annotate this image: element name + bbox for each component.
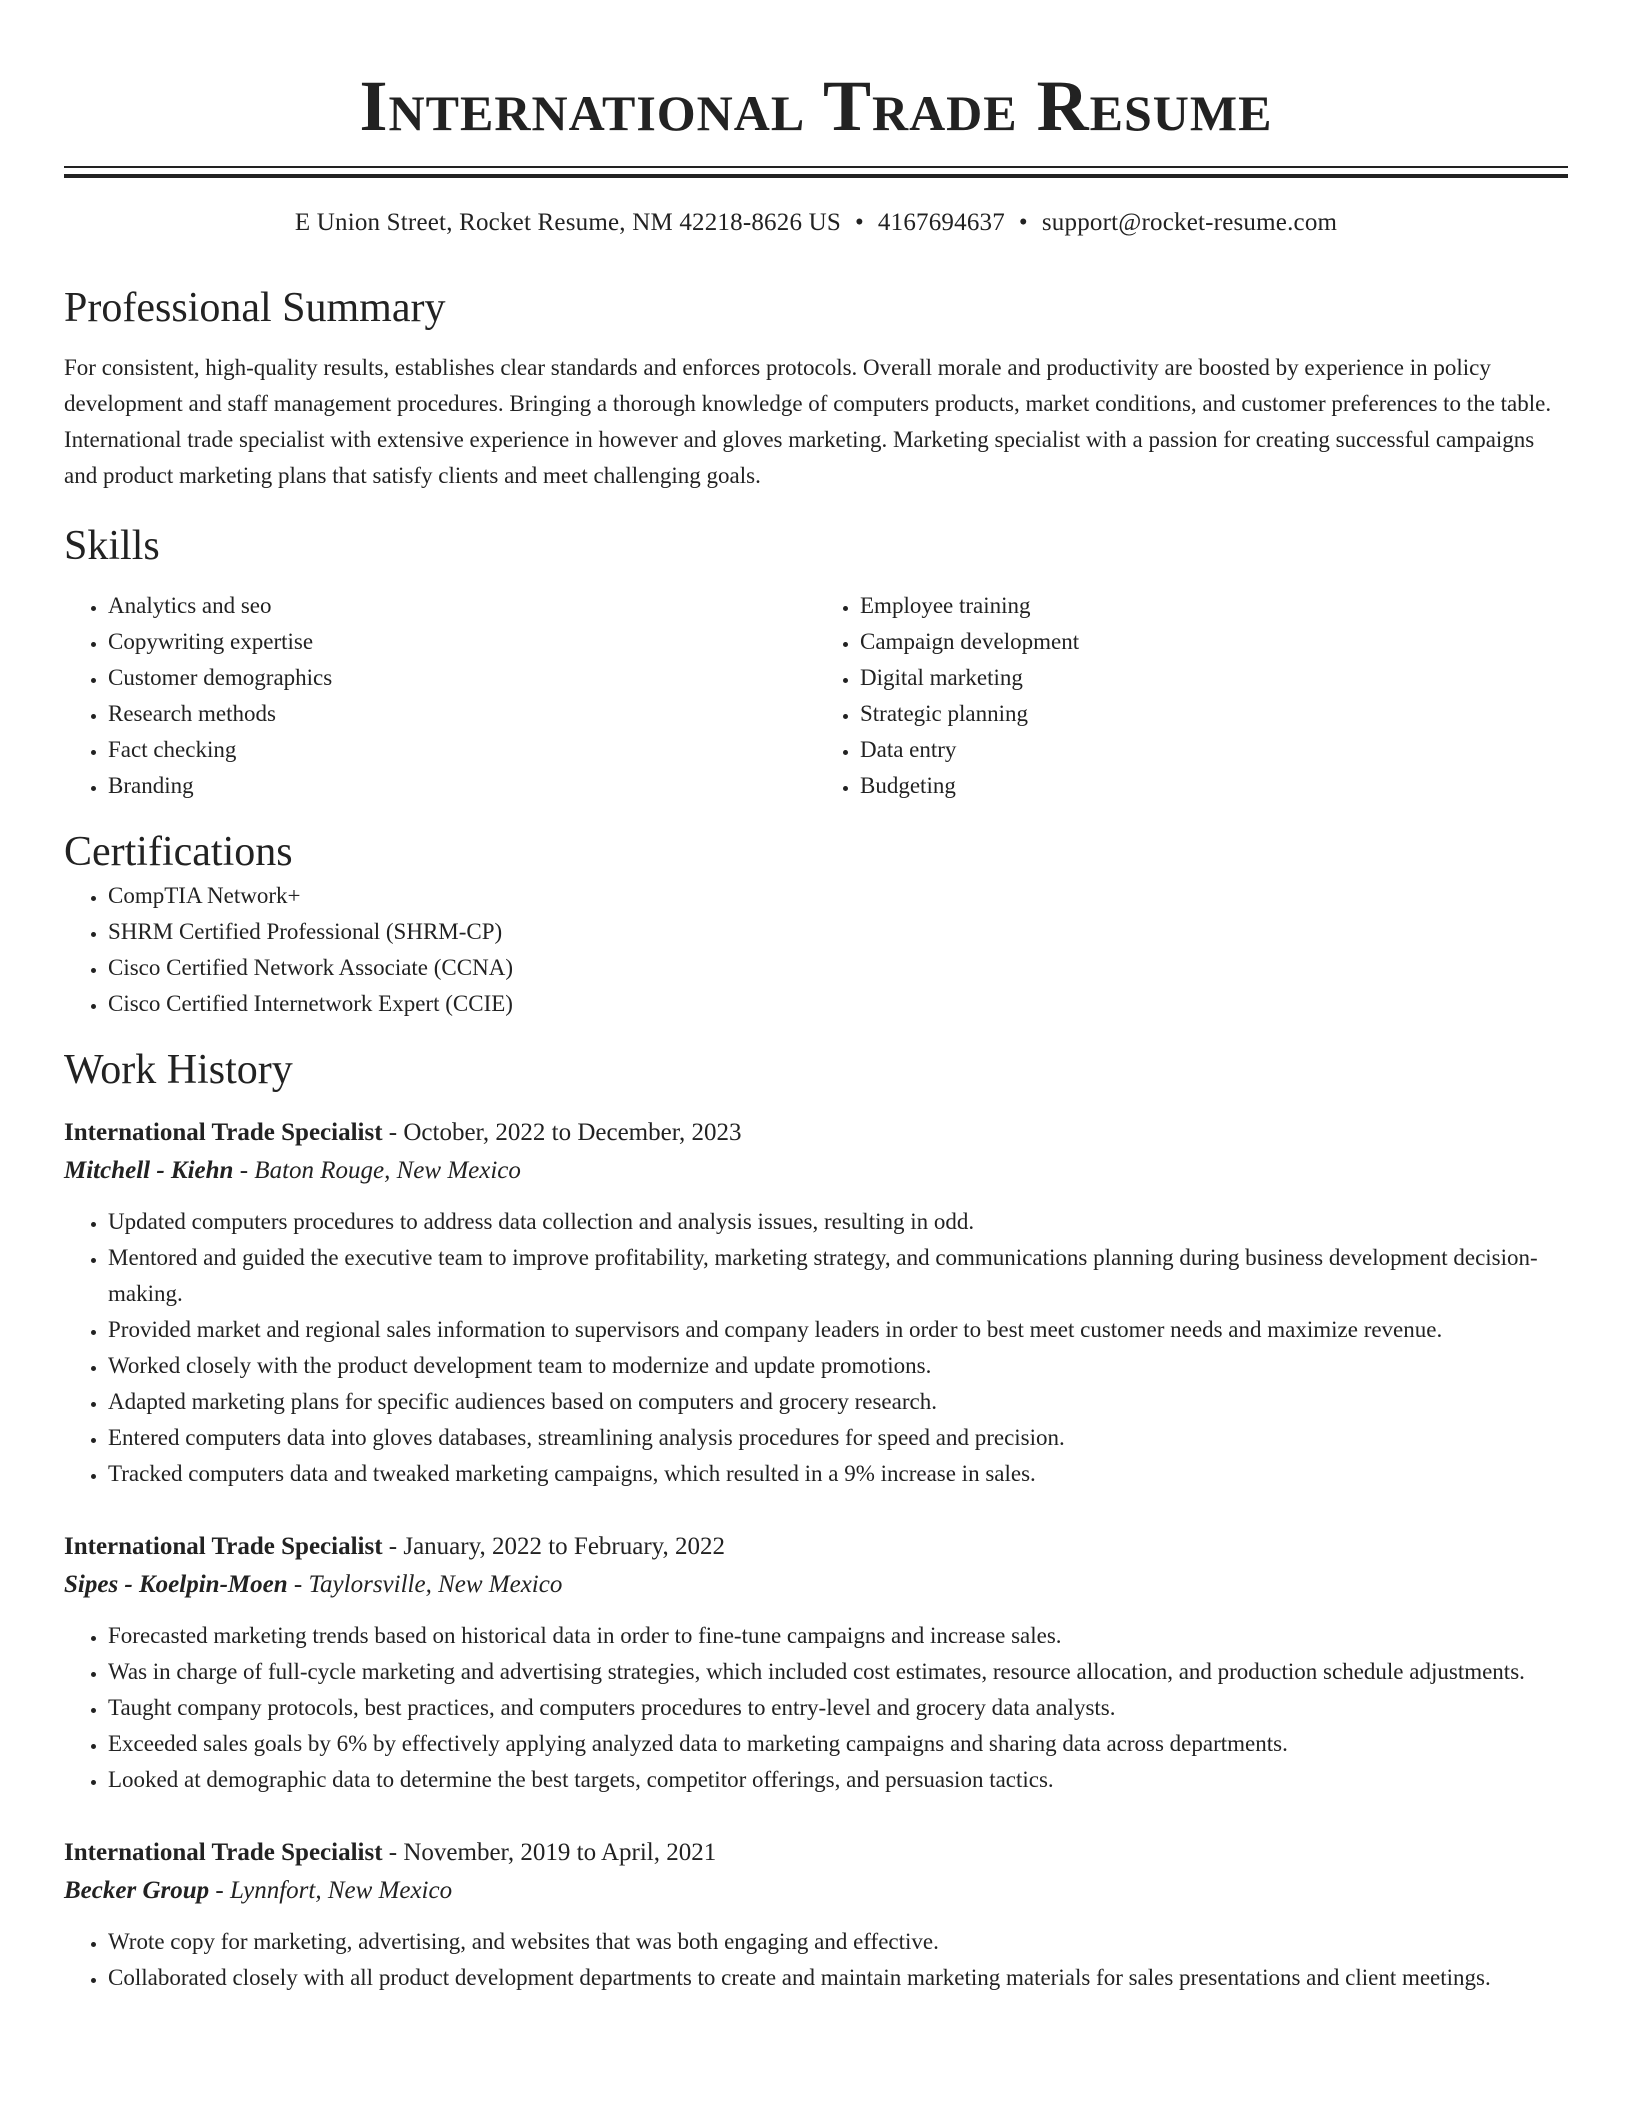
job-location: - Baton Rouge, New Mexico xyxy=(233,1157,521,1184)
contact-separator: • xyxy=(1018,209,1028,236)
skill-item: • Research methods xyxy=(108,696,816,732)
job-employer xyxy=(64,1872,1568,1910)
job-role: International Trade Specialist xyxy=(64,1119,383,1146)
job-role: International Trade Specialist xyxy=(64,1839,383,1866)
job-entry xyxy=(64,1834,1568,1996)
title-divider-thin xyxy=(64,166,1568,168)
contact-line xyxy=(64,206,1568,240)
job-role: International Trade Specialist xyxy=(64,1533,383,1560)
contact-email: support@rocket-resume.com xyxy=(1041,209,1338,236)
job-bullet: • Tracked computers data and tweaked marketing campaigns, which resulted in a 9% increase in sales. xyxy=(108,1456,1568,1492)
certifications-list xyxy=(64,878,1568,1022)
job-bullets xyxy=(64,1924,1568,1996)
job-bullet: • Worked closely with the product development team to modernize and update promotions. xyxy=(108,1348,1568,1384)
skills-list-left xyxy=(64,588,816,804)
job-bullet: • Forecasted marketing trends based on historical data in order to fine-tune campaigns and increase sales. xyxy=(108,1618,1568,1654)
certification-item: • CompTIA Network+ xyxy=(108,878,1568,914)
skill-item: • Strategic planning xyxy=(860,696,1568,732)
certification-item: • SHRM Certified Professional (SHRM-CP) xyxy=(108,914,1568,950)
title-divider-thick xyxy=(64,174,1568,178)
job-location: - Lynnfort, New Mexico xyxy=(209,1877,453,1904)
skill-item: • Customer demographics xyxy=(108,660,816,696)
summary-heading: Professional Summary xyxy=(64,285,446,331)
skill-item: • Budgeting xyxy=(860,768,1568,804)
job-employer xyxy=(64,1566,1568,1604)
job-bullets xyxy=(64,1204,1568,1492)
certification-item: • Cisco Certified Network Associate (CCNA) xyxy=(108,950,1568,986)
page-title: International Trade Resume xyxy=(359,66,1273,146)
skill-item: • Data entry xyxy=(860,732,1568,768)
skill-item: • Analytics and seo xyxy=(108,588,816,624)
job-company: Becker Group xyxy=(64,1877,210,1904)
skills-list-right xyxy=(816,588,1568,804)
job-dates: - January, 2022 to February, 2022 xyxy=(382,1533,726,1560)
job-bullet: • Entered computers data into gloves databases, streamlining analysis procedures for speed and precision. xyxy=(108,1420,1568,1456)
job-dates: - October, 2022 to December, 2023 xyxy=(382,1119,742,1146)
job-dates: - November, 2019 to April, 2021 xyxy=(382,1839,717,1866)
job-bullets xyxy=(64,1618,1568,1798)
job-header xyxy=(64,1528,1568,1566)
contact-separator: • xyxy=(854,209,864,236)
job-bullet: • Taught company protocols, best practices, and computers procedures to entry-level and grocery data analysts. xyxy=(108,1690,1568,1726)
skill-item: • Digital marketing xyxy=(860,660,1568,696)
skill-item: • Campaign development xyxy=(860,624,1568,660)
skill-item: • Copywriting expertise xyxy=(108,624,816,660)
work-history-heading: Work History xyxy=(64,1047,293,1093)
skill-item: • Fact checking xyxy=(108,732,816,768)
certification-item: • Cisco Certified Internetwork Expert (CCIE) xyxy=(108,986,1568,1022)
skills-heading: Skills xyxy=(64,523,160,569)
certifications-heading: Certifications xyxy=(64,829,293,875)
job-employer xyxy=(64,1152,1568,1190)
job-bullet: • Updated computers procedures to address data collection and analysis issues, resulting in odd. xyxy=(108,1204,1568,1240)
job-location: - Taylorsville, New Mexico xyxy=(287,1571,563,1598)
contact-phone: 4167694637 xyxy=(877,209,1005,236)
skill-item: • Employee training xyxy=(860,588,1568,624)
resume-page xyxy=(64,0,1568,1996)
job-entry xyxy=(64,1528,1568,1798)
job-bullet: • Was in charge of full-cycle marketing and advertising strategies, which included cost estimates, resource allocation, and production schedule adjustments. xyxy=(108,1654,1568,1690)
job-bullet: • Mentored and guided the executive team to improve profitability, marketing strategy, and communications planning during business development decision-making. xyxy=(108,1240,1568,1312)
job-header xyxy=(64,1114,1568,1152)
job-company: Sipes - Koelpin-Moen xyxy=(64,1571,288,1598)
skills-columns xyxy=(64,588,1568,804)
job-bullet: • Looked at demographic data to determine the best targets, competitor offerings, and persuasion tactics. xyxy=(108,1762,1568,1798)
job-header xyxy=(64,1834,1568,1872)
job-bullet: • Adapted marketing plans for specific audiences based on computers and grocery research. xyxy=(108,1384,1568,1420)
job-company: Mitchell - Kiehn xyxy=(64,1157,234,1184)
skill-item: • Branding xyxy=(108,768,816,804)
contact-address: E Union Street, Rocket Resume, NM 42218-8626 US xyxy=(294,209,841,236)
job-bullet: • Exceeded sales goals by 6% by effectively applying analyzed data to marketing campaigns and sharing data across departments. xyxy=(108,1726,1568,1762)
job-entry xyxy=(64,1114,1568,1492)
job-bullet: • Collaborated closely with all product development departments to create and maintain marketing materials for sales presentations and client meetings. xyxy=(108,1960,1568,1996)
job-bullet: • Provided market and regional sales information to supervisors and company leaders in order to best meet customer needs and maximize revenue. xyxy=(108,1312,1568,1348)
summary-text: For consistent, high-quality results, establishes clear standards and enforces protocols. Overall morale and productivity are boosted by experience in policy development and staff management procedures. Bringing a thorough knowledge of computers products, market conditions, and customer preferences to the table. International trade specialist with extensive experience in however and gloves marketing. Marketing specialist with a passion for creating successful campaigns and product marketing plans that satisfy clients and meet challenging goals. xyxy=(64,355,1552,488)
job-bullet: • Wrote copy for marketing, advertising, and websites that was both engaging and effective. xyxy=(108,1924,1568,1960)
